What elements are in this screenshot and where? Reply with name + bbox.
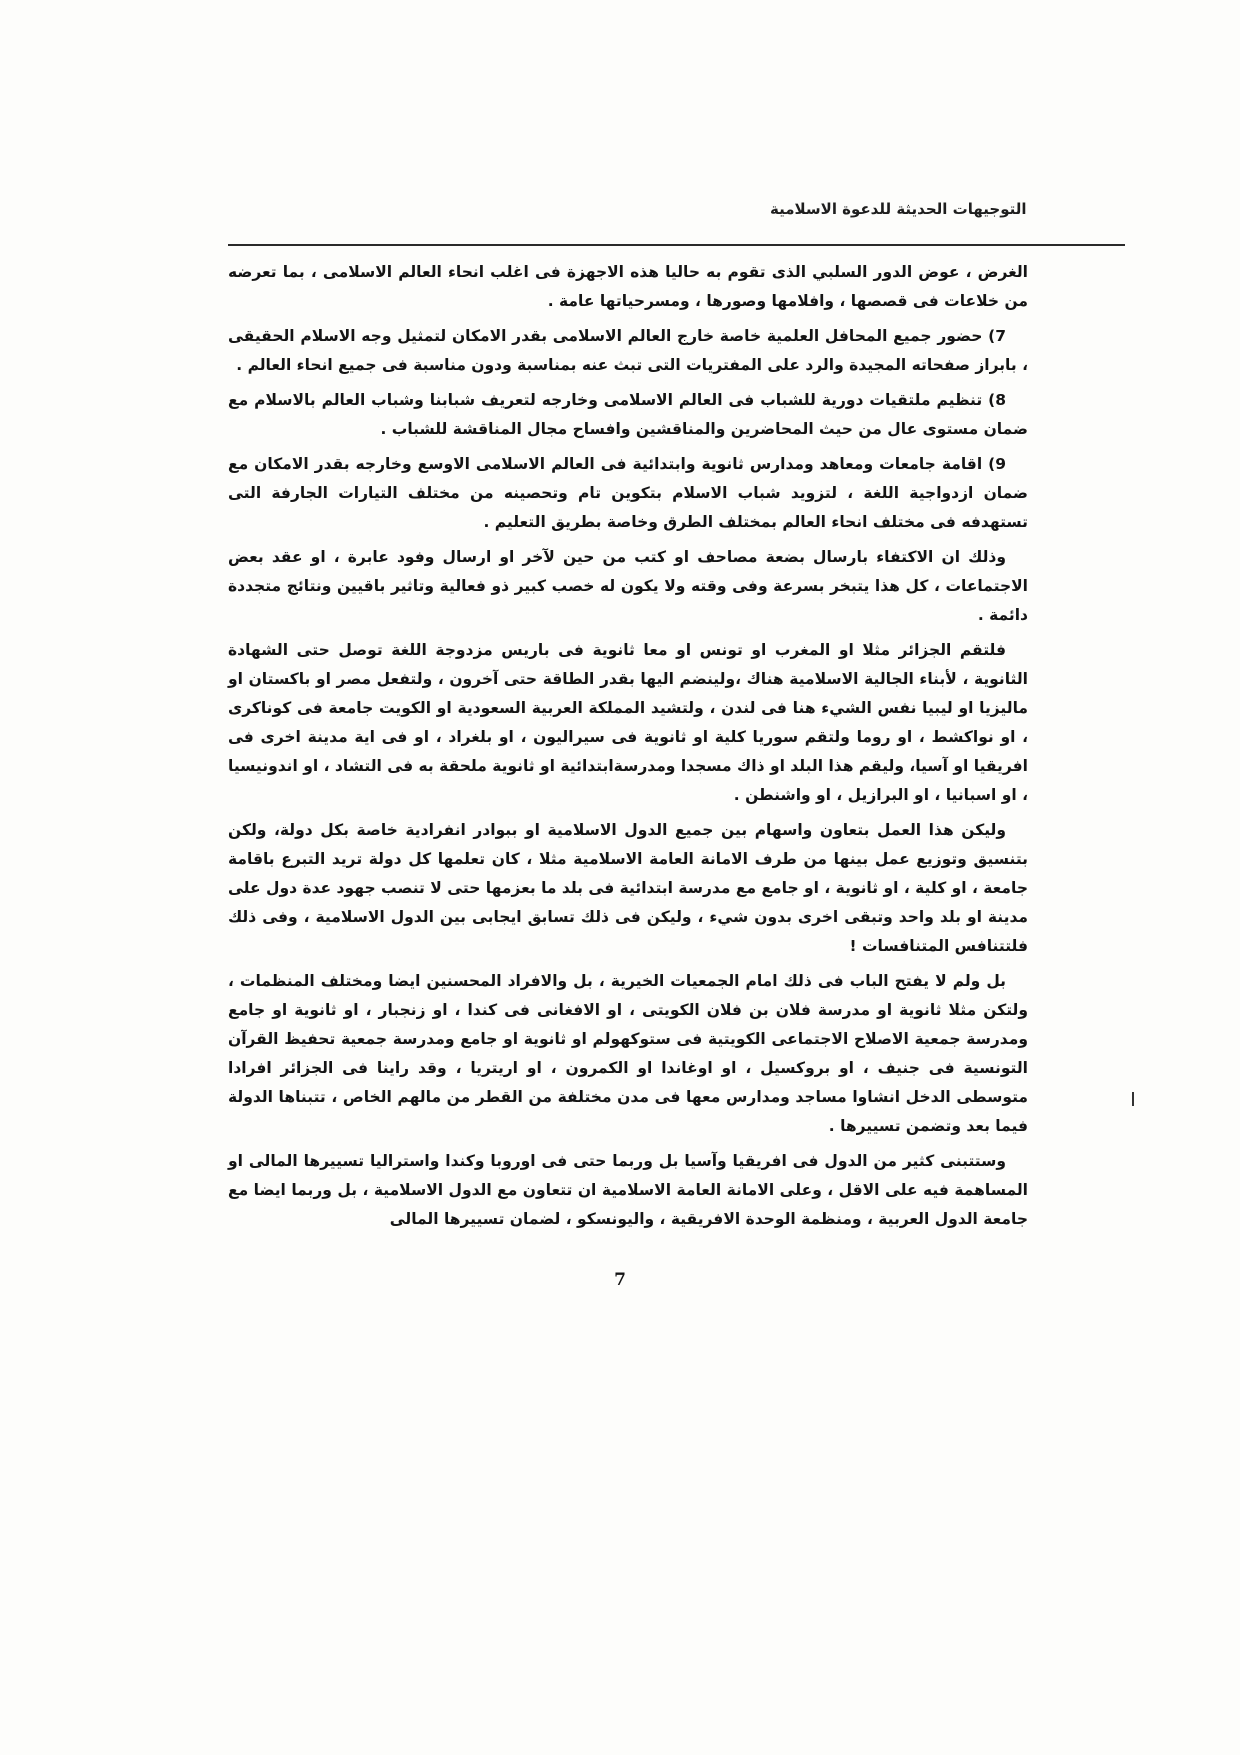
running-header: التوجيهات الحديثة للدعوة الاسلامية xyxy=(770,200,1027,218)
paragraph: بل ولم لا يفتح الباب فى ذلك امام الجمعيات الخيرية ، بل والافراد المحسنين ايضا ومختلف المنظمات ، ولتكن مثلا ثانوية او مدرسة فلان بن فلان الكويتى ، او الافغانى فى كندا ، او زنجبار ، او ثانوية او جامع ومدرسة جمعية الاصلاح الاجتماعى الكويتية فى ستوكهولم او ثانوية او جامع ومدرسة جمعية تحفيظ القرآن التونسية فى جنيف ، او بروكسيل ، او اوغاندا او الكمرون ، او اريتريا ، وقد راينا فى الجزائر افرادا متوسطى الدخل انشاوا مساجد ومدارس معها فى مدن مختلفة من القطر من مالهم الخاص ، تتبناها الدولة فيما بعد وتضمن تسييرها . xyxy=(228,972,1028,1135)
body-text xyxy=(228,258,1028,1240)
paragraph: الغرض ، عوض الدور السلبي الذى تقوم به حاليا هذه الاجهزة فى اغلب انحاء العالم الاسلامى ، بما تعرضه من خلاعات فى قصصها ، وافلامها وصورها ، ومسرحياتها عامة . xyxy=(228,263,1028,310)
paragraph: فلتقم الجزائر مثلا او المغرب او تونس او معا ثانوية فى باريس مزدوجة اللغة توصل حتى الشهادة الثانوية ، لأبناء الجالية الاسلامية هناك ،ولينضم اليها بقدر الطاقة حتى آخرون ، ولتفعل مصر او باكستان او ماليزيا او ليبيا نفس الشيء هنا فى لندن ، ولتشيد المملكة العربية السعودية او الكويت جامعة فى كوناكرى ، او نواكشط ، او روما ولتقم سوريا كلية او ثانوية فى سيراليون ، او بلغراد ، او فى اية مدينة اخرى فى افريقيا او آسيا، وليقم هذا البلد او ذاك مسجدا ومدرسةابتدائية او ثانوية ملحقة به فى التشاد ، او اندونيسيا ، او اسبانيا ، او البرازيل ، او واشنطن . xyxy=(228,641,1028,804)
paragraph: وذلك ان الاكتفاء بارسال بضعة مصاحف او كتب من حين لآخر او ارسال وفود عابرة ، او عقد بعض الاجتماعات ، كل هذا يتبخر بسرعة وفى وقته ولا يكون له خصب كبير ذو فعالية وتاثير باقيين ونتائج متجددة دائمة . xyxy=(228,548,1028,624)
paragraph: 7) حضور جميع المحافل العلمية خاصة خارج العالم الاسلامى بقدر الامكان لتمثيل وجه الاسلام الحقيقى ، بابراز صفحاته المجيدة والرد على المفتريات التى تبث عنه بمناسبة ودون مناسبة فى جميع انحاء العالم . xyxy=(228,327,1028,374)
margin-mark xyxy=(1132,1092,1134,1106)
paragraph: وليكن هذا العمل بتعاون واسهام بين جميع الدول الاسلامية او ببوادر انفرادية خاصة بكل دولة، ولكن بتنسيق وتوزيع عمل بينها من طرف الامانة العامة الاسلامية مثلا ، كان تعلمها كل دولة تريد التبرع باقامة جامعة ، او كلية ، او ثانوية ، او جامع مع مدرسة ابتدائية فى بلد ما بعزمها حتى لا تنصب جهود عدة دول على مدينة او بلد واحد وتبقى اخرى بدون شيء ، وليكن فى ذلك تسابق ايجابى بين الدول الاسلامية ، وفى ذلك فلتتنافس المتنافسات ! xyxy=(228,821,1028,955)
paragraph: 8) تنظيم ملتقيات دورية للشباب فى العالم الاسلامى وخارجه لتعريف شبابنا وشباب العالم بالاسلام مع ضمان مستوى عال من حيث المحاضرين والمناقشين وافساح مجال المناقشة للشباب . xyxy=(228,391,1028,438)
paragraph: 9) اقامة جامعات ومعاهد ومدارس ثانوية وابتدائية فى العالم الاسلامى الاوسع وخارجه بقدر الامكان مع ضمان ازدواجية اللغة ، لتزويد شباب الاسلام بتكوين تام وتحصينه من مختلف التيارات الجارفة التى تستهدفه فى مختلف انحاء العالم بمختلف الطرق وخاصة بطريق التعليم . xyxy=(228,455,1028,531)
paragraph: وستتبنى كثير من الدول فى افريقيا وآسيا بل وربما حتى فى اوروبا وكندا واستراليا تسييرها المالى او المساهمة فيه على الاقل ، وعلى الامانة العامة الاسلامية ان تتعاون مع الدول الاسلامية ، بل وربما ايضا مع جامعة الدول العربية ، ومنظمة الوحدة الافريقية ، واليونسكو ، لضمان تسييرها المالى xyxy=(228,1152,1028,1228)
page-number: 7 xyxy=(614,1270,626,1290)
header-divider xyxy=(228,244,1125,246)
